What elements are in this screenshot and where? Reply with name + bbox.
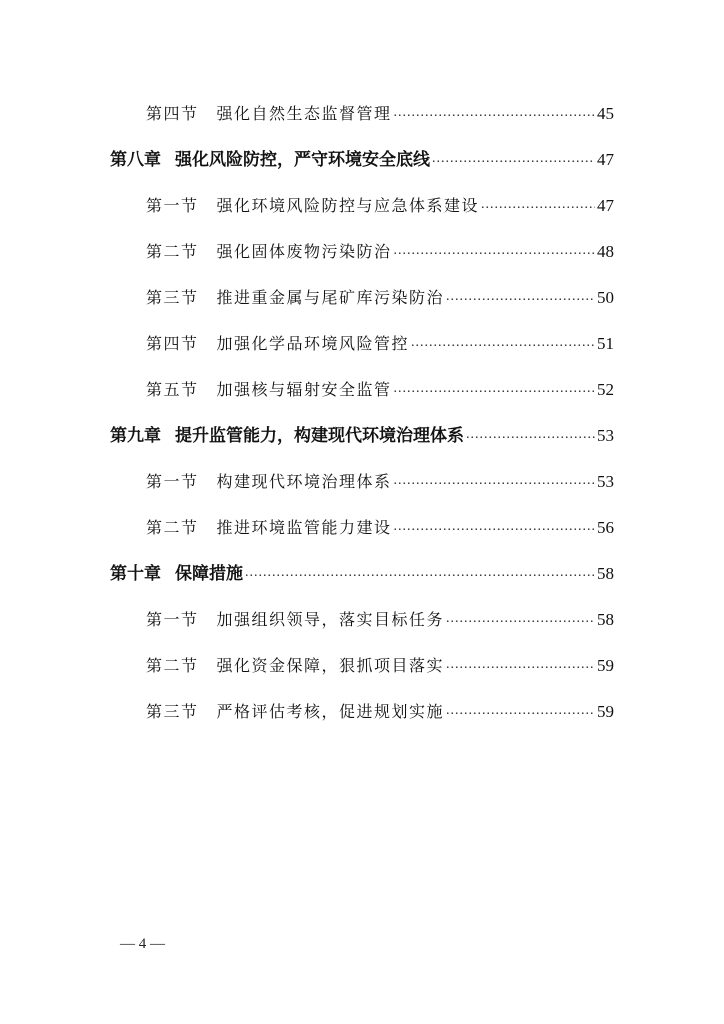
- toc-entry-page: 58: [597, 564, 614, 583]
- toc-entry-title: 严格评估考核，促进规划实施: [216, 702, 445, 721]
- toc-entry-label: 第三节: [146, 702, 199, 721]
- toc-entry-page: 56: [597, 518, 614, 537]
- toc-dot-leader: [394, 519, 595, 535]
- toc-entry-title: 保障措施: [175, 564, 243, 584]
- toc-entry-title: 推进重金属与尾矿库污染防治: [216, 288, 445, 307]
- toc-entry-page: 52: [597, 380, 614, 399]
- toc-entry-title: 加强组织领导，落实目标任务: [216, 610, 445, 629]
- toc-dot-leader: [411, 335, 595, 351]
- toc-entry-page: 53: [597, 472, 614, 491]
- toc-entry-section[interactable]: [146, 326, 614, 354]
- toc-entry-title: 提升监管能力，构建现代环境治理体系: [175, 426, 464, 446]
- toc-entry-title: 强化固体废物污染防治: [216, 242, 392, 261]
- toc-entry-label: 第一节: [146, 196, 199, 215]
- toc-entry-page: 48: [597, 242, 614, 261]
- toc-entry-label: 第四节: [146, 104, 199, 123]
- toc-entry-label: 第五节: [146, 380, 199, 399]
- toc-entry-page: 59: [597, 656, 614, 675]
- toc-entry-section[interactable]: [146, 510, 614, 538]
- toc-entry-title: 加强化学品环境风险管控: [216, 334, 410, 353]
- toc-entry-page: 59: [597, 702, 614, 721]
- toc-dot-leader: [466, 427, 595, 443]
- toc-entry-label: 第三节: [146, 288, 199, 307]
- toc-entry-page: 45: [597, 104, 614, 123]
- toc-entry-page: 58: [597, 610, 614, 629]
- toc-entry-section[interactable]: [146, 234, 614, 262]
- toc-entry-title: 推进环境监管能力建设: [216, 518, 392, 537]
- toc-dot-leader: [394, 243, 595, 259]
- toc-entry-page: 47: [597, 196, 614, 215]
- toc-dot-leader: [394, 473, 595, 489]
- toc-entry-section[interactable]: [146, 602, 614, 630]
- toc-entry-label: 第一节: [146, 610, 199, 629]
- toc-dot-leader: [394, 381, 595, 397]
- toc-entry-page: 50: [597, 288, 614, 307]
- toc-entry-section[interactable]: [146, 372, 614, 400]
- toc-entry-section[interactable]: [146, 96, 614, 124]
- toc-entry-label: 第十章: [110, 564, 161, 584]
- toc-dot-leader: [394, 105, 595, 121]
- toc-entry-label: 第二节: [146, 242, 199, 261]
- page-number-footer: — 4 —: [120, 936, 165, 952]
- toc-entry-title: 强化资金保障，狠抓项目落实: [216, 656, 445, 675]
- toc-entry-section[interactable]: [146, 464, 614, 492]
- toc-entry-label: 第二节: [146, 656, 199, 675]
- toc-dot-leader: [245, 565, 595, 581]
- toc-entry-chapter[interactable]: [110, 142, 614, 170]
- toc-entry-chapter[interactable]: [110, 418, 614, 446]
- toc-entry-title: 强化环境风险防控与应急体系建设: [216, 196, 480, 215]
- toc-entry-section[interactable]: [146, 694, 614, 722]
- toc-entry-title: 加强核与辐射安全监管: [216, 380, 392, 399]
- toc-entry-label: 第八章: [110, 150, 161, 170]
- toc-entry-chapter[interactable]: [110, 556, 614, 584]
- toc-dot-leader: [446, 611, 595, 627]
- toc-dot-leader: [432, 151, 595, 167]
- toc-entry-page: 47: [597, 150, 614, 169]
- toc-entry-label: 第一节: [146, 472, 199, 491]
- toc-entry-title: 构建现代环境治理体系: [216, 472, 392, 491]
- toc-entry-section[interactable]: [146, 188, 614, 216]
- toc-dot-leader: [446, 703, 595, 719]
- toc-dot-leader: [446, 289, 595, 305]
- toc-dot-leader: [481, 197, 595, 213]
- toc-entry-section[interactable]: [146, 648, 614, 676]
- toc-entry-title: 强化风险防控，严守环境安全底线: [175, 150, 430, 170]
- toc-entry-page: 53: [597, 426, 614, 445]
- toc-entry-label: 第九章: [110, 426, 161, 446]
- toc-entry-label: 第二节: [146, 518, 199, 537]
- toc-entry-page: 51: [597, 334, 614, 353]
- toc-entry-label: 第四节: [146, 334, 199, 353]
- toc-entry-section[interactable]: [146, 280, 614, 308]
- toc-dot-leader: [446, 657, 595, 673]
- toc-entry-title: 强化自然生态监督管理: [216, 104, 392, 123]
